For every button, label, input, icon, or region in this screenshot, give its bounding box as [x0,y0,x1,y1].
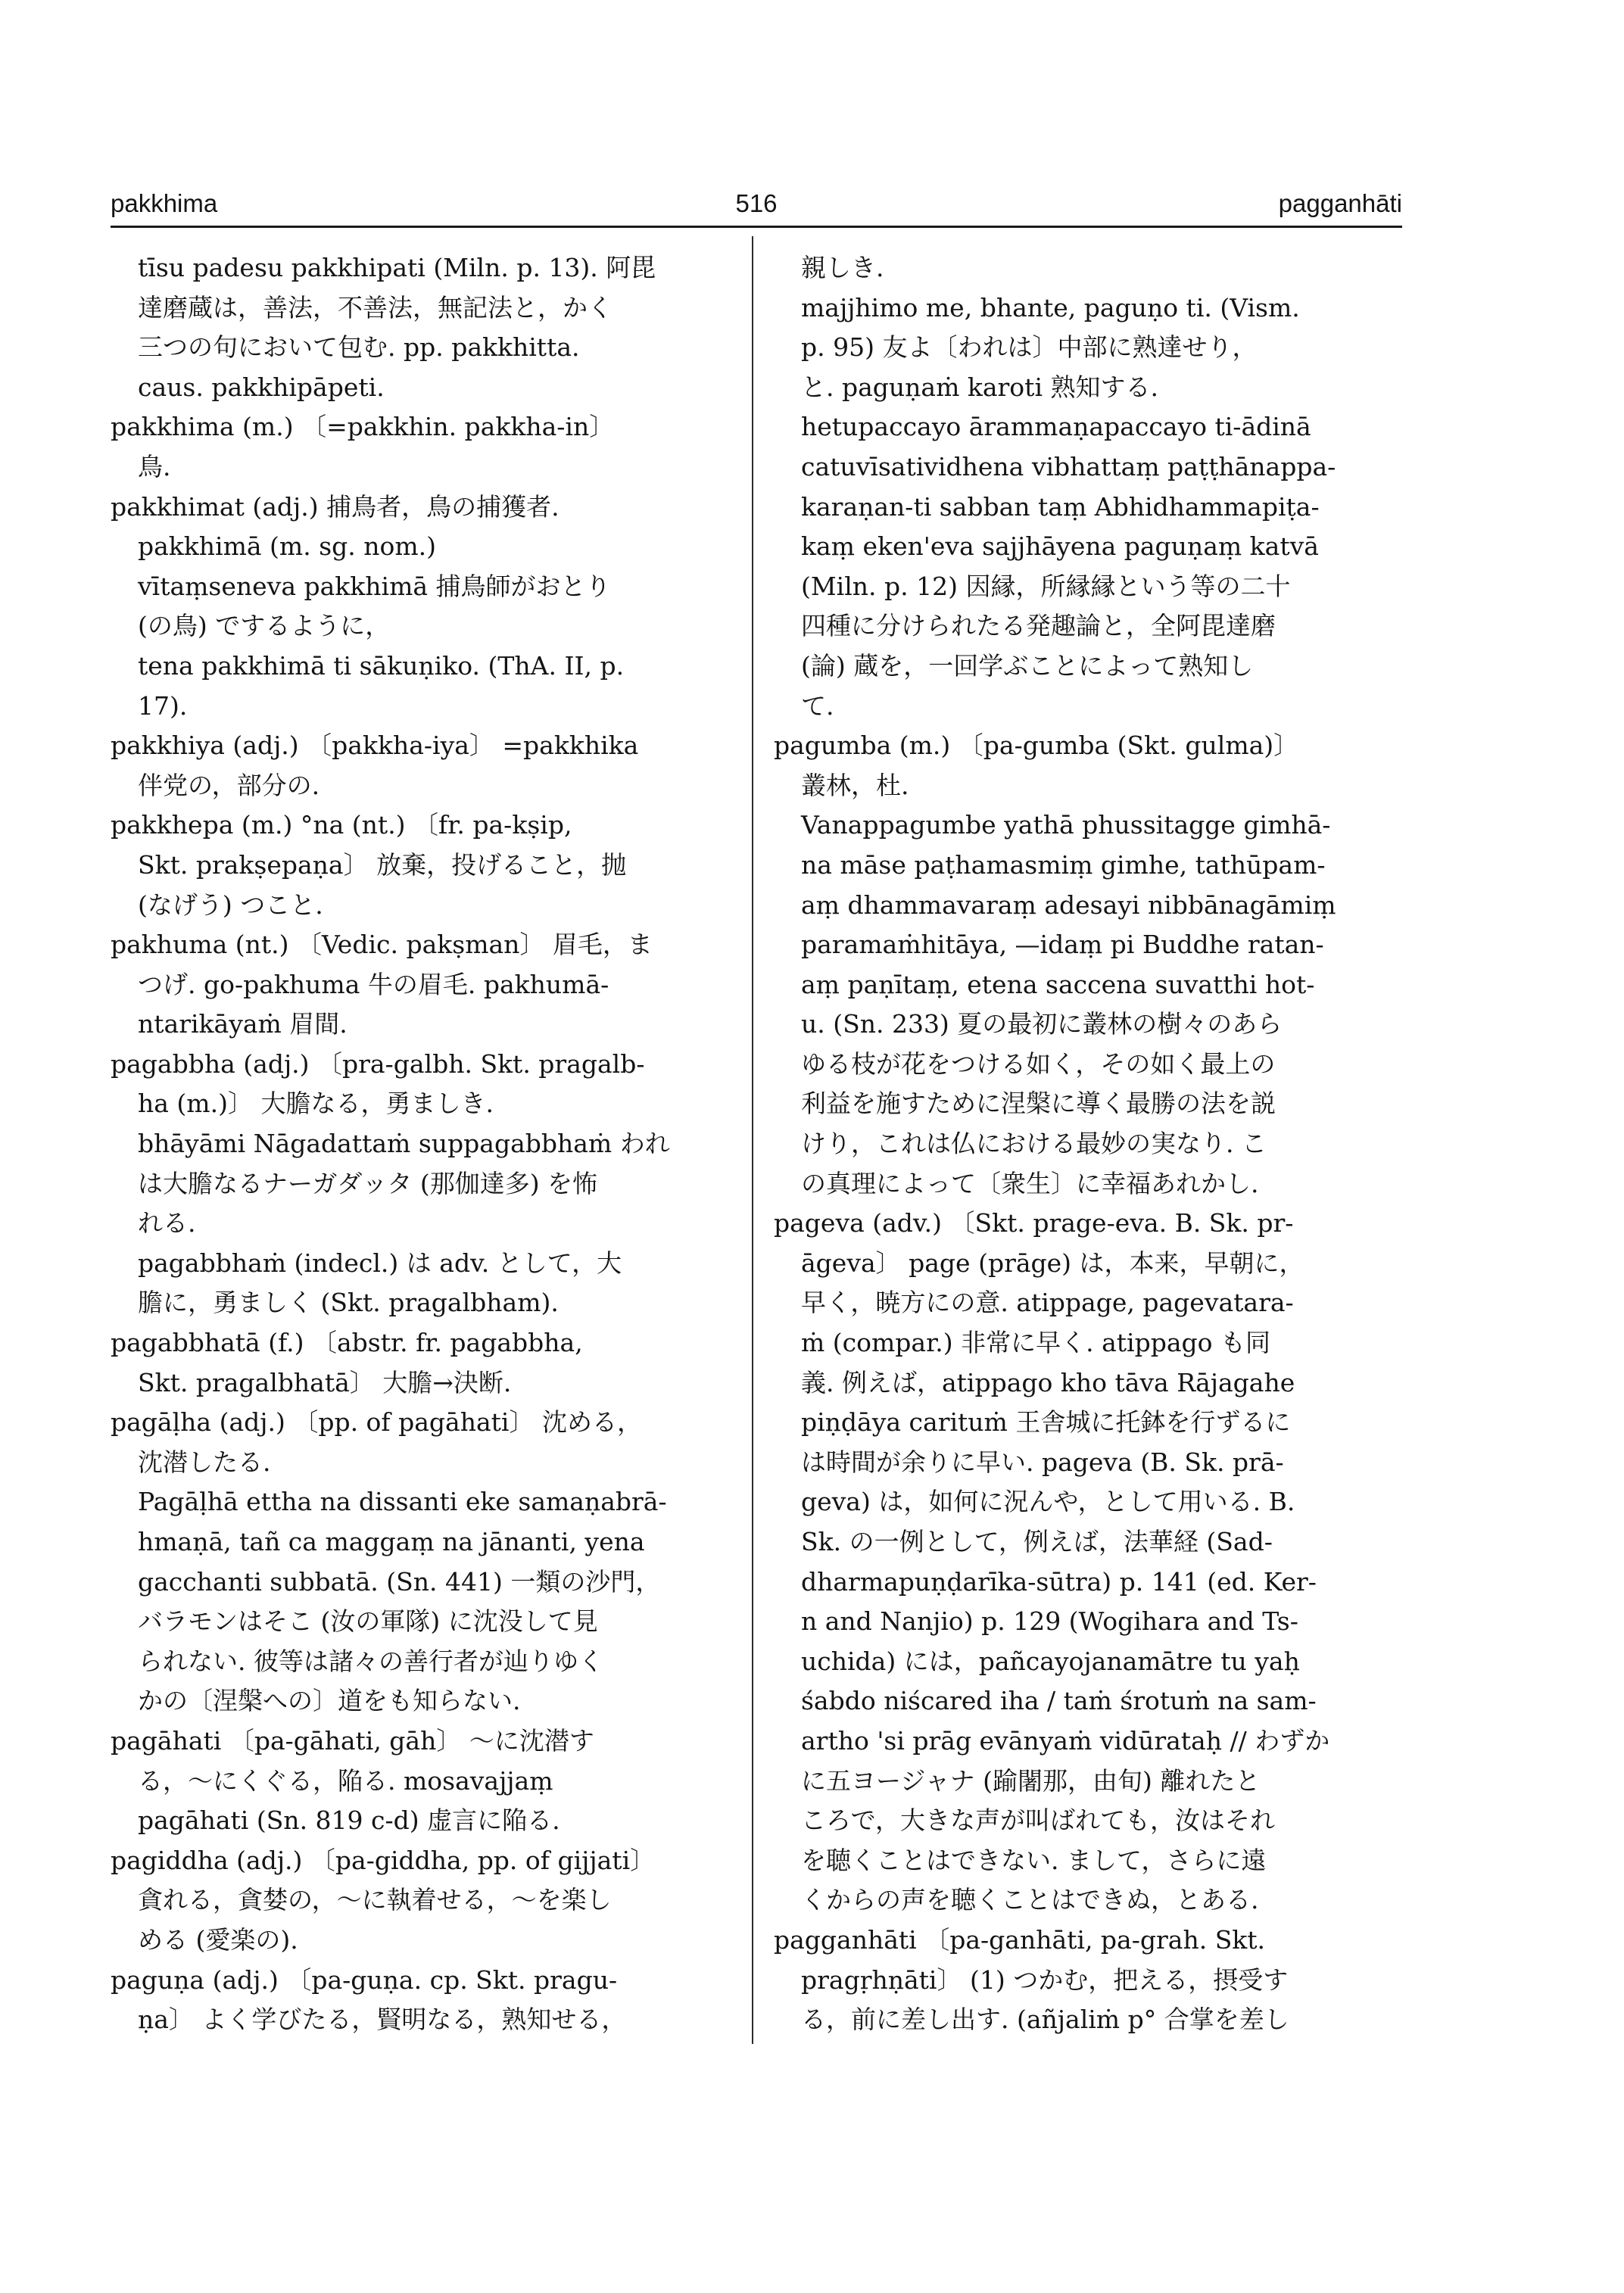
entry-headword-line: paguṇa (adj.) 〔pa-guṇa. cp. Skt. pragu- [111,1964,618,1995]
column-divider [752,236,753,2044]
header-left-guide-word: pakkhima [111,189,218,217]
entry-body-line: dharmapuṇḍarīka-sūtra) p. 141 (ed. Ker- [801,1566,1317,1597]
page-header [111,189,1402,229]
entry-headword-line: pakkhepa (m.) °na (nt.) 〔fr. pa-kṣip, [111,810,572,840]
entry-headword-line: pagumba (m.) 〔pa-gumba (Skt. gulma)〕 [774,731,1299,761]
entry-body-line: Skt. pragalbhatā〕 大膽→決断. [138,1367,512,1397]
page-number: 516 [735,189,778,217]
entry-body-line: pagāhati (Sn. 819 c-d) 虚言に陥る. [138,1805,560,1836]
entry-body-line: Skt. prakṣepaṇa〕 放棄，投げること，抛 [138,849,627,880]
entry-body-line: aṃ paṇītaṃ, etena saccena suvatthi hot- [801,969,1315,999]
entry-body-line: hetupaccayo ārammaṇapaccayo ti-ādinā [801,412,1311,442]
entry-body-line: は時間が余りに早い. pageva (B. Sk. prā- [801,1447,1284,1477]
entry-body-line: catuvīsatividhena vibhattaṃ paṭṭhānappa- [801,451,1336,481]
right-column [774,248,1402,2065]
entry-body-line: (なげう) つこと. [138,889,323,920]
entry-body-line: karaṇan-ti sabban taṃ Abhidhammapiṭa- [801,491,1320,522]
entry-headword-line: pagiddha (adj.) 〔pa-giddha, pp. of gijjati〕 [111,1845,656,1875]
entry-body-line: piṇḍāya carituṁ 王舎城に托鉢を行ずるに [801,1407,1291,1438]
entry-body-line: 親しき. [801,253,884,282]
entry-body-line: pagabbhaṁ (indecl.) は adv. として，大 [138,1248,622,1278]
entry-body-line: の真理によって〔衆生〕に幸福あれかし. [801,1168,1259,1198]
entry-body-line: 利益を施すために涅槃に導く最勝の法を説 [801,1089,1276,1119]
entry-body-line: caus. pakkhipāpeti. [138,372,385,402]
entry-body-line: pakkhimā (m. sg. nom.) [138,531,437,562]
entry-headword-line: pagāhati 〔pa-gāhati, gāh〕 ～に沈潜す [111,1725,594,1756]
entry-body-line: けり，これは仏における最妙の実なり. こ [801,1129,1267,1159]
entry-body-line: つげ. go-pakhuma 牛の眉毛. pakhumā- [138,969,609,999]
entry-body-line: に五ヨージャナ (踰闍那，由旬) 離れたと [801,1765,1261,1796]
entry-body-line: hmaṇā, tañ ca maggaṃ na jānanti, yena [138,1527,645,1556]
header-right-guide-word: pagganhāti [1278,189,1402,217]
entry-headword-line: pagganhāti 〔pa-ganhāti, pa-grah. Skt. [774,1924,1266,1955]
entry-body-line: 膽に，勇ましく (Skt. pragalbham). [138,1288,559,1318]
entry-body-line: kaṃ eken'eva sajjhāyena paguṇaṃ katvā [801,531,1319,562]
entry-body-line: くからの声を聴くことはできぬ，とある. [801,1885,1259,1915]
entry-body-line: ころで，大きな声が叫ばれても，汝はそれ [801,1805,1276,1836]
entry-body-line: 三つの句において包む. pp. pakkhitta. [138,332,580,363]
entry-body-line: る，前に差し出す. (añjaliṁ p° 合掌を差し [801,2005,1289,2035]
entry-body-line: geva) は，如何に況んや，として用いる. B. [801,1487,1295,1517]
entry-headword-line: pagabbhatā (f.) 〔abstr. fr. pagabbha, [111,1328,583,1358]
entry-headword-line: pagāḷha (adj.) 〔pp. of pagāhati〕 沈める， [111,1407,642,1438]
entry-body-line: (の鳥) でするように， [138,611,391,641]
entry-body-line: tena pakkhimā ti sākuṇiko. (ThA. II, p. [138,650,625,681]
entry-body-line: 達磨蔵は，善法，不善法，無記法と，かく [138,292,613,322]
left-column [111,248,730,2065]
entry-headword-line: pakkhima (m.) 〔=pakkhin. pakkha-in〕 [111,412,615,442]
entry-body-line: Sk. の一例として，例えば，法華経 (Sad- [801,1527,1273,1556]
entry-body-line: (論) 蔵を，一回学ぶことによって熟知し [801,650,1254,681]
entry-body-line: 沈潜したる. [138,1447,271,1477]
entry-body-line: bhāyāmi Nāgadattaṁ suppagabbhaṁ われ [138,1129,670,1159]
entry-body-line: gacchanti subbatā. (Sn. 441) 一類の沙門， [138,1566,661,1597]
entry-body-line: ゆる枝が花をつける如く，その如く最上の [801,1048,1276,1079]
entry-body-line: 早く，暁方にの意. atippage, pagevatara- [801,1288,1294,1318]
entry-headword-line: pakkhimat (adj.) 捕鳥者，鳥の捕獲者. [111,491,560,522]
entry-body-line: p. 95) 友よ〔われは〕中部に熟達せり， [801,332,1258,363]
entry-body-line: 叢林，杜. [801,770,909,800]
entry-headword-line: pagabbha (adj.) 〔pra-galbh. Skt. pragalb- [111,1048,645,1079]
entry-headword-line: pakhuma (nt.) 〔Vedic. pakṣman〕 眉毛，ま [111,930,653,960]
entry-body-line: める (愛楽の). [138,1924,298,1955]
entry-body-line: na māse paṭhamasmiṃ gimhe, tathūpam- [801,849,1326,880]
entry-body-line: artho 'si prāg evānyaṁ vidūrataḥ // わずか [801,1725,1330,1756]
entry-body-line: かの〔涅槃への〕道をも知らない. [138,1686,521,1716]
entry-body-line: tīsu padesu pakkhipati (Miln. p. 13). 阿毘 [138,253,656,282]
header-rule [111,226,1402,228]
entry-body-line: Pagāḷhā ettha na dissanti eke samaṇabrā- [138,1487,667,1517]
entry-body-line: ṇa〕 よく学びたる，賢明なる，熟知せる， [138,2005,627,2035]
entry-body-line: āgeva〕 page (prāge) は，本来，早朝に， [801,1248,1304,1278]
entry-body-line: vītaṃseneva pakkhimā 捕鳥師がおとり [138,571,611,601]
entry-body-line: 貪れる，貪婪の，～に執着せる，～を楽し [138,1885,612,1915]
entry-body-line: 17). [138,690,188,721]
entry-body-line: Vanappagumbe yathā phussitagge gimhā- [801,810,1331,840]
entry-body-line: paramaṁhitāya, —idaṃ pi Buddhe ratan- [801,930,1324,960]
entry-body-line: uchida) には，pañcayojanamātre tu yaḥ [801,1646,1300,1676]
entry-body-line: 四種に分けられたる発趣論と，全阿毘達磨 [801,611,1276,641]
entry-body-line: u. (Sn. 233) 夏の最初に叢林の樹々のあら [801,1009,1283,1039]
entry-body-line: と. paguṇaṁ karoti 熟知する. [801,372,1158,402]
entry-body-line: 鳥. [138,451,171,481]
entry-body-line: pragṛhṇāti〕 (1) つかむ，把える，摂受す [801,1964,1289,1995]
entry-body-line: て. [801,690,834,721]
entry-headword-line: pageva (adv.) 〔Skt. prage-eva. B. Sk. pr- [774,1208,1294,1238]
entry-body-line: ntarikāyaṁ 眉間. [138,1009,348,1039]
entry-body-line: は大膽なるナーガダッタ (那伽達多) を怖 [138,1168,598,1198]
entry-body-line: majjhimo me, bhante, paguṇo ti. (Vism. [801,292,1300,322]
entry-body-line: る，～にくぐる，陥る. mosavajjaṃ [138,1765,553,1796]
entry-headword-line: pakkhiya (adj.) 〔pakkha-iya〕 =pakkhika [111,731,639,761]
entry-body-line: 伴党の，部分の. [138,770,320,800]
entry-body-line: (Miln. p. 12) 因縁，所縁縁という等の二十 [801,571,1291,601]
entry-body-line: ṁ (compar.) 非常に早く. atippago も同 [801,1328,1270,1358]
entry-body-line: られない. 彼等は諸々の善行者が辿りゆく [138,1646,603,1676]
entry-body-line: n and Nanjio) p. 129 (Wogihara and Ts- [801,1606,1298,1637]
entry-body-line: aṃ dhammavaraṃ adesayi nibbānagāmiṃ [801,889,1336,920]
entry-body-line: れる. [138,1208,196,1238]
entry-body-line: 義. 例えば，atippago kho tāva Rājagahe [801,1367,1295,1397]
entry-body-line: śabdo niścared iha / taṁ śrotuṁ na sam- [801,1686,1317,1716]
entry-body-line: ha (m.)〕 大膽なる，勇ましき. [138,1089,494,1119]
entry-body-line: を聴くことはできない. まして，さらに遠 [801,1845,1267,1875]
entry-body-line: バラモンはそこ (汝の軍隊) に沈没して見 [138,1606,598,1637]
